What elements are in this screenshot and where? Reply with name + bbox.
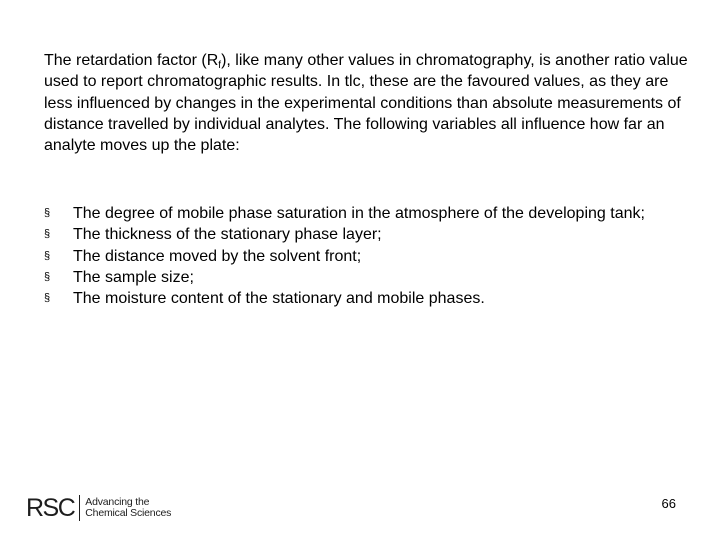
bullet-icon: § — [44, 270, 51, 283]
page-number: 66 — [661, 496, 676, 511]
bullet-icon: § — [44, 228, 51, 241]
bullet-icon: § — [44, 207, 51, 219]
intro-paragraph — [44, 50, 694, 156]
list-item-text: The moisture content of the stationary and mobile phases. — [73, 290, 485, 308]
variables-list — [44, 203, 694, 309]
list-item — [44, 224, 694, 245]
bullet-icon: § — [44, 292, 51, 305]
logo-divider — [79, 495, 80, 521]
logo-tagline-line1: Advancing the — [85, 495, 150, 508]
bullet-icon: § — [44, 249, 51, 262]
rf-subscript: f — [218, 60, 222, 71]
logo-mark: RSC — [26, 494, 75, 522]
list-item-text: The distance moved by the solvent front; — [73, 247, 362, 265]
list-item-text: The thickness of the stationary phase layer; — [73, 226, 382, 244]
list-item-text: The degree of mobile phase saturation in the atmosphere of the developing tank; — [73, 205, 645, 222]
logo-tagline — [85, 497, 171, 520]
list-item — [44, 288, 694, 309]
list-item — [44, 246, 694, 267]
intro-text-rest: ), like many other values in chromatography, is another ratio value used to report chromatographic results. In tlc, these are the favoured values, as they are less influenced by changes in the experimental conditions than absolute measurements of distance travelled by individual analytes. The following variables all influence how far an analyte moves up the plate: — [44, 52, 688, 155]
logo-tagline-line2: Chemical Sciences — [85, 507, 172, 519]
list-item — [44, 267, 694, 288]
rsc-logo — [26, 493, 171, 523]
list-item-text: The sample size; — [73, 268, 194, 286]
intro-text-start: The retardation factor (R — [44, 52, 219, 69]
list-item — [44, 203, 694, 224]
